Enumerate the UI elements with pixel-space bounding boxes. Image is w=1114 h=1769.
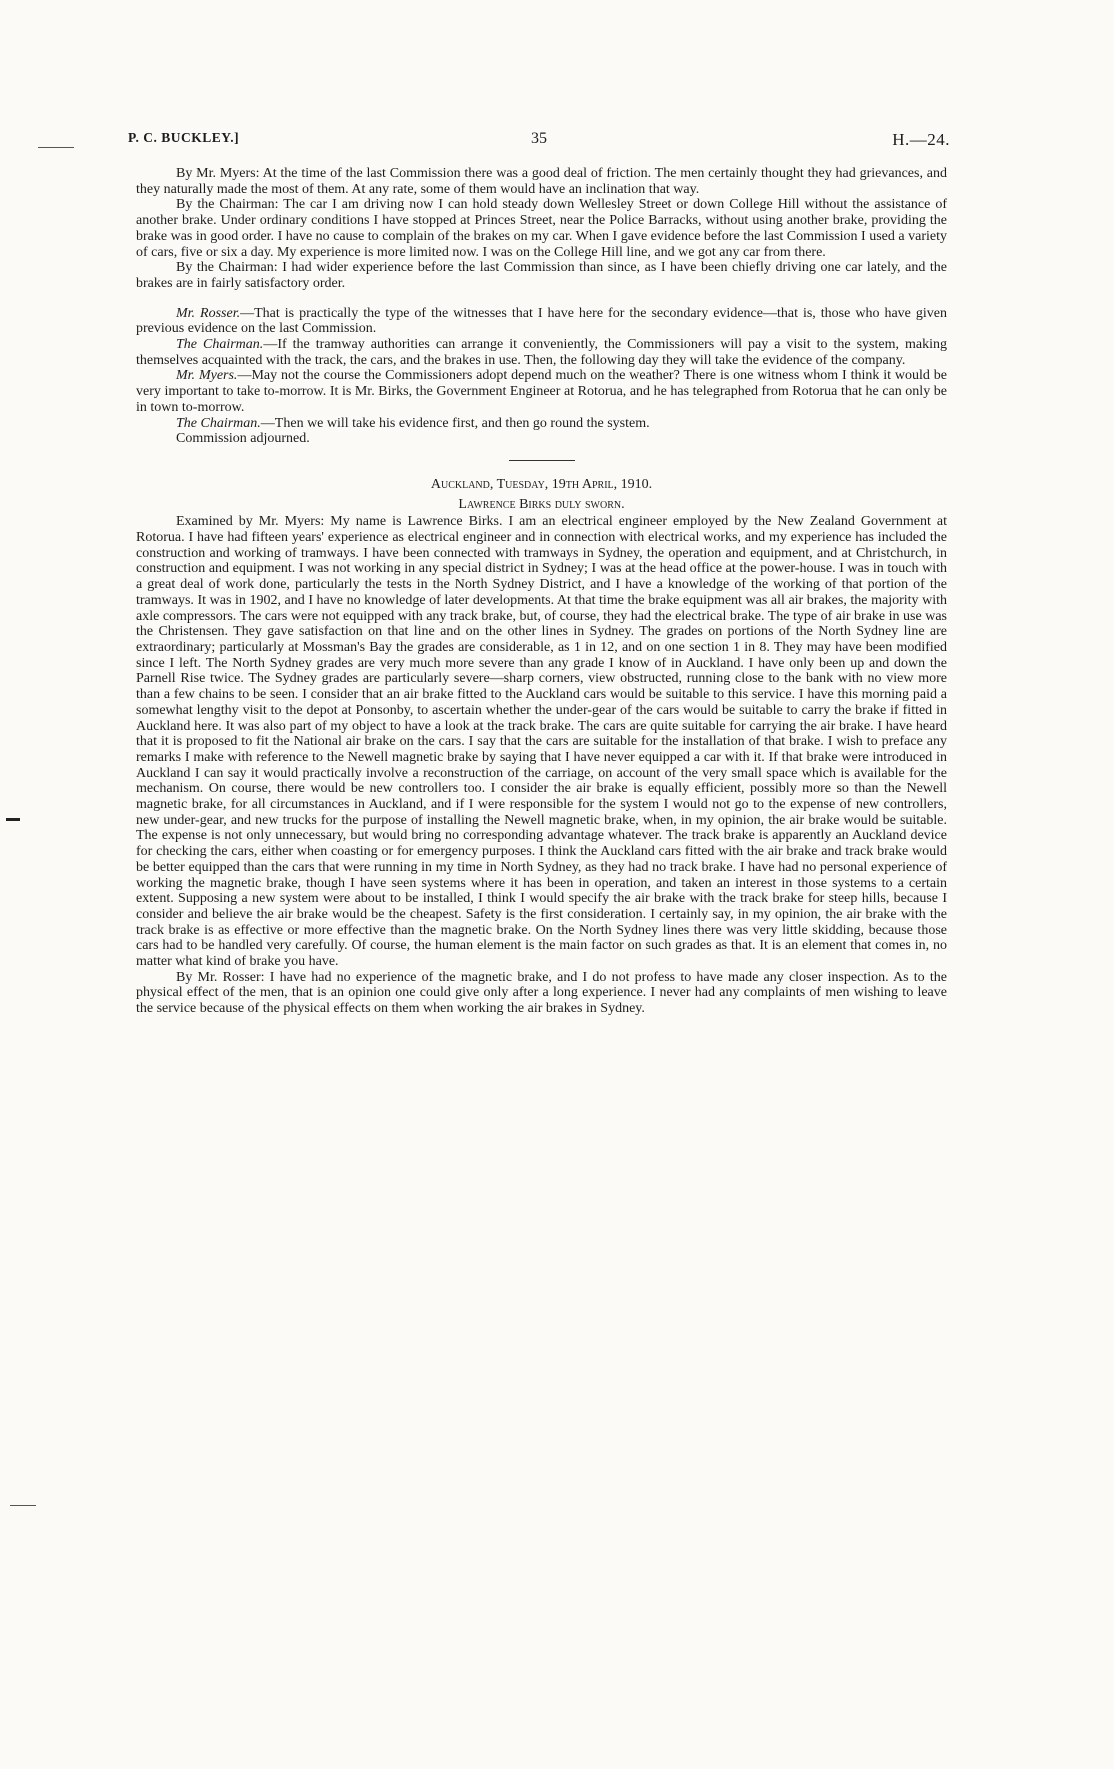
- section-examination: [136, 514, 947, 1017]
- margin-mark: [10, 1505, 36, 1506]
- document-reference: H.—24.: [892, 130, 950, 149]
- paragraph-text: —That is practically the type of the witnesses that I have here for the secondary evidence—that is, those who have given previous evidence on the last Commission.: [136, 305, 947, 337]
- margin-mark: [38, 147, 74, 148]
- speaker-label: The Chairman.: [176, 337, 264, 353]
- paragraph: [136, 416, 947, 432]
- paragraph-text: Commission adjourned.: [176, 431, 310, 447]
- speaker-label: By Mr. Myers:: [176, 166, 260, 181]
- paragraph-text: —May not the course the Commissioners adopt depend much on the weather? There is one witness whom I think it would be very important to take to-morrow. It is Mr. Birks, the Government Engineer at Rotorua, and he has telegraphed from Rotorua that he can only be in town to-morrow.: [136, 368, 948, 415]
- margin-mark: [6, 818, 20, 821]
- paragraph: [136, 431, 947, 447]
- speaker-label: Mr. Rosser.: [176, 305, 241, 321]
- page-number: 35: [531, 130, 547, 147]
- header-witness-name: P. C. BUCKLEY.]: [128, 130, 240, 145]
- paragraph: [136, 166, 947, 197]
- paragraph: [136, 970, 947, 1017]
- speaker-label: The Chairman.: [176, 415, 261, 431]
- paragraph: [136, 260, 947, 291]
- speaker-label: Mr. Myers.: [176, 368, 238, 384]
- speaker-label: Examined by Mr. Myers:: [176, 514, 325, 530]
- paragraph: [136, 306, 947, 337]
- paragraph-text: My name is Lawrence Birks. I am an electrical engineer employed by the New Zealand Government at Rotorua. I have had fifteen years' experience as electrical engineer and in connection with electrical works, and my experience has included the construction and working of tramways. I have been connected with tramways in Sydney, the operation and equipment, and at Christchurch, in construction and equipment. I was not working in any special district in Sydney; I was at the head office at the power-house. I was in touch with a great deal of work done, particularly the tests in the North Sydney District, and I have a knowledge of the working of that portion of the tramways. It was in 1902, and I have no knowledge of later developments. At that time the brake equipment was all air brakes, the majority with axle compressors. The cars were not equipped with any track brake, but, of course, they had the electrical brake. The type of air brake in use was the Christensen. They gave satisfaction on that line and on the other lines in Sydney. The grades on portions of the North Sydney line are extraordinary; particularly at Mossman's Bay the grades are considerable, as 1 in 12, and on one section 1 in 8. They may have been modified since I left. The North Sydney grades are very much more severe than any grade I know of in Auckland. I have only been up and down the Parnell Rise twice. The Sydney grades are particularly severe—sharp corners, view obstructed, running close to the bank with no view more than a few chains to be seen. I consider that an air brake fitted to the Auckland cars would be suitable to this service. I have this morning paid a somewhat lengthy visit to the depot at Ponsonby, to ascertain whether the under-gear of the cars would be suitable to carry the brake if fitted in Auckland here. It was also part of my object to have a look at the track brake. The cars are quite suitable for carrying the air brake. I have heard that it is proposed to fit the National air brake on the cars. I say that the cars are suitable for the installation of that brake. I wish to preface any remarks I make with reference to the Newell magnetic brake by saying that I have never equipped a car with it. If that brake were introduced in Auckland I can say it would practically involve a reconstruction of the carriage, on account of the very small space which is available for the mechanism. On course, there would be new controllers too. I consider the air brake is equally efficient, possibly more so than the Newell magnetic brake, for all circumstances in Auckland, and if I were responsible for the system I would not go to the expense of new controllers, new under-gear, and new trucks for the purpose of installing the Newell magnetic brake, when, in my opinion, the air brake would be suitable. The expense is not only unnecessary, but would bring no corresponding advantage whatever. The track brake is apparently an Auckland device for checking the cars, either when coasting or for emergency purposes. I think the Auckland cars fitted with the air brake and track brake would be better equipped than the cars that were running in my time in North Sydney, as they had no track brake. I have had no personal experience of working the magnetic brake, though I have seen systems where it has been in operation, and taken an interest in those systems to a certain extent. Supposing a new system were about to be installed, I think I would specify the air brake with the track brake for steep hills, because I consider and believe the air brake would be the cheapest. Safety is the first consideration. I certainly say, in my opinion, the air brake with the track brake is as effective or more effective than the magnetic brake. On the North Sydney lines there was very little skidding, because those cars had to be handled very carefully. Of course, the human element is the main factor on such grades as that. It is an element that comes in, no matter what kind of brake you have.: [136, 514, 947, 970]
- section-divider: [509, 460, 575, 461]
- paragraph-text: I have had no experience of the magnetic brake, and I do not profess to have made any closer inspection. As to the physical effect of the men, that is an opinion one could give only after a long experience. I never had any complaints of men wishing to leave the service because of the physical effects on them when working the air brakes in Sydney.: [136, 969, 947, 1017]
- paragraph-text: The car I am driving now I can hold steady down Wellesley Street or down College Hill without the assistance of another brake. Under ordinary conditions I have stopped at Princes Street, near the Police Barracks, without using another brake, providing the brake was in good order. I have no cause to complain of the brakes on my car. When I gave evidence before the last Commission I used a variety of cars, five or six a day. My experience is more limited now. I was on the College Hill line, and we got any car from there.: [136, 197, 947, 260]
- paragraph: [136, 514, 947, 969]
- paragraph-text: —Then we will take his evidence first, and then go round the system.: [260, 415, 650, 431]
- witness-sworn: Lawrence Birks duly sworn.: [458, 496, 625, 512]
- paragraph: [136, 337, 947, 368]
- section-discussion: [136, 306, 947, 447]
- paragraph: [136, 368, 947, 415]
- speaker-label: By the Chairman:: [176, 260, 278, 276]
- speaker-label: By the Chairman:: [176, 197, 279, 213]
- paragraph-text: —If the tramway authorities can arrange it conveniently, the Commissioners will pay a visit to the system, making themselves acquainted with the track, the cars, and the brakes in use. Then, the following day they will take the evidence of the company.: [136, 337, 948, 368]
- document-body: [136, 166, 947, 1017]
- speaker-label: By Mr. Rosser:: [176, 969, 265, 985]
- spacer: [136, 292, 947, 306]
- paragraph-text: I had wider experience before the last Commission than since, as I have been chiefly driving one car lately, and the brakes are in fairly satisfactory order.: [136, 260, 947, 291]
- session-dateline: Auckland, Tuesday, 19th April, 1910.: [430, 476, 653, 492]
- paragraph-text: At the time of the last Commission there was a good deal of friction. The men certainly thought they had grievances, and they naturally made the most of them. At any rate, some of them would have an inclination that way.: [136, 166, 947, 197]
- running-header: [128, 130, 950, 152]
- section-previous-witness: [136, 166, 947, 292]
- paragraph: [136, 197, 947, 260]
